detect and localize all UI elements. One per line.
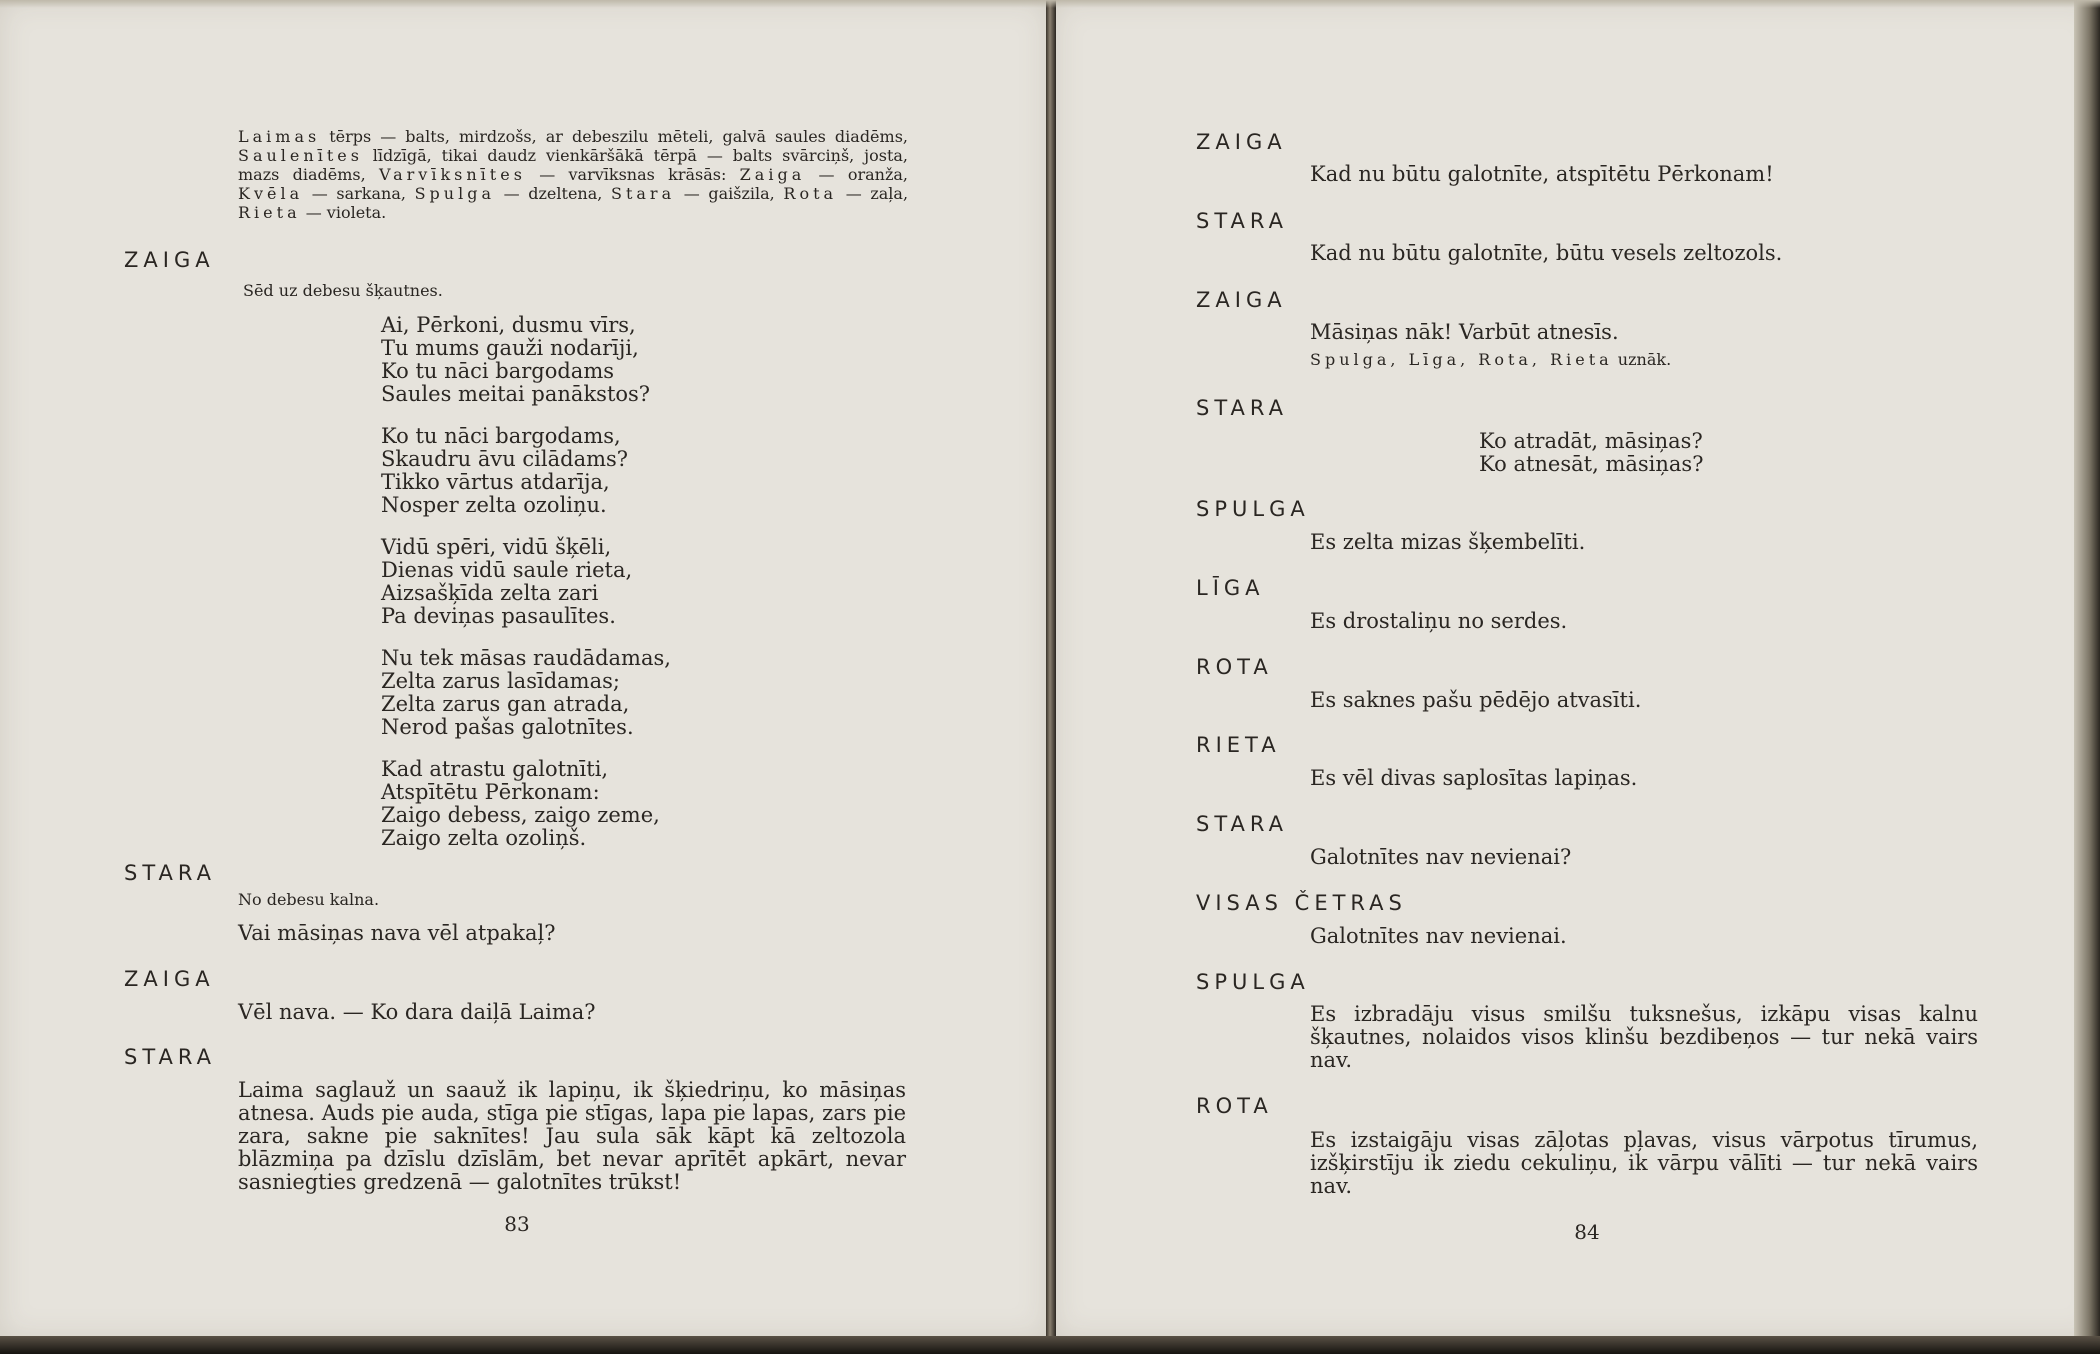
description-text: — sarkana,: [303, 184, 406, 203]
verse-line: Pa deviņas pasaulītes.: [381, 604, 616, 628]
speaker-name: STARA: [124, 1045, 216, 1069]
page-number: 84: [1574, 1220, 1600, 1244]
character-name: Stara: [610, 184, 676, 203]
description-text: tērps — balts, mirdzošs, ar debeszilu mēteli, galvā saules diadēms,: [320, 127, 908, 146]
speaker-name: SPULGA: [1196, 970, 1310, 994]
description-text: — varvīksnas krāsās:: [525, 165, 727, 184]
verse-line: Tu mums gauži nodarīji,: [381, 336, 639, 360]
verse-line: Tikko vārtus atdarīja,: [381, 470, 610, 494]
dialogue-paragraph: Es izbradāju visus smilšu tuksnešus, izkāpu visas kalnu šķautnes, nolaidos visos klinšu bezdibeņos — tur nekā vairs nav.: [1310, 1002, 1978, 1072]
speaker-name: ZAIGA: [1196, 130, 1287, 154]
stage-direction: No debesu kalna.: [238, 890, 380, 909]
verse-line: Aizsašķīda zelta zari: [381, 581, 599, 605]
top-edge: [0, 0, 2100, 8]
dialogue-line: Es drostaliņu no serdes.: [1310, 609, 1568, 633]
speaker-name: ZAIGA: [1196, 288, 1287, 312]
verse-line: Nerod pašas galotnītes.: [381, 715, 634, 739]
verse-stanza: [381, 647, 671, 739]
character-name: Rota: [783, 184, 838, 203]
speaker-name: ROTA: [1196, 655, 1273, 679]
speaker-name: LĪGA: [1196, 576, 1265, 600]
character-name: Rieta: [238, 203, 301, 222]
description-text: — dzeltena,: [495, 184, 603, 203]
dialogue-paragraph: Es izstaigāju visas zāļotas pļavas, visus vārpotus tīrumus, izšķirstīju ik ziedu cekuliņu, ik vārpu vālīti — tur nekā vairs nav.: [1310, 1128, 1978, 1198]
character-name: Varvīksnītes: [379, 165, 526, 184]
verse-stanza: [381, 758, 660, 850]
speaker-name: RIETA: [1196, 733, 1281, 757]
verse-line: Vidū spēri, vidū šķēli,: [381, 535, 612, 559]
verse-line: Zelta zarus lasīdamas;: [381, 669, 620, 693]
verse-line: Zelta zarus gan atrada,: [381, 692, 630, 716]
verse-line: Dienas vidū saule rieta,: [381, 558, 633, 582]
character-name: Zaiga: [739, 165, 806, 184]
page-edge: [2074, 0, 2100, 1354]
dialogue-line: Vai māsiņas nava vēl atpakaļ?: [238, 921, 556, 945]
verse-line: Ko tu nāci bargodams,: [381, 424, 621, 448]
description-text: — violeta.: [300, 203, 387, 222]
verse-line: Skaudru āvu cilādams?: [381, 447, 629, 471]
verse-stanza: [381, 425, 628, 517]
verse-stanza: [381, 536, 632, 628]
description-text: līdzīgā, tikai daudz vienkāršākā tērpā — balts svārciņš, josta, mazs diadēms,: [238, 146, 908, 184]
stage-text: uznāk.: [1612, 350, 1672, 369]
dialogue-line: Ko atnesāt, māsiņas?: [1479, 452, 1704, 476]
speaker-name: ZAIGA: [124, 967, 215, 991]
dialogue-line: Es saknes pašu pēdējo atvasīti.: [1310, 688, 1642, 712]
bottom-edge: [0, 1336, 2100, 1354]
verse-line: Zaigo zelta ozoliņš.: [381, 826, 587, 850]
description-text: — oranža,: [805, 165, 908, 184]
dialogue-line: Es vēl divas saplosītas lapiņas.: [1310, 766, 1638, 790]
speaker-name: STARA: [1196, 396, 1288, 420]
character-name: Saulenītes: [238, 146, 363, 165]
verse-line: Atspītētu Pērkonam:: [381, 780, 600, 804]
character-names: Spulga, Līga, Rota, Rieta: [1310, 350, 1613, 369]
speaker-name: STARA: [1196, 812, 1288, 836]
character-name: Laimas: [238, 127, 321, 146]
speaker-name: STARA: [124, 861, 216, 885]
dialogue-line: Kad nu būtu galotnīte, būtu vesels zeltozols.: [1310, 241, 1783, 265]
verse-line: Nu tek māsas raudādamas,: [381, 646, 671, 670]
verse-line: Saules meitai panākstos?: [381, 382, 651, 406]
dialogue-line: Vēl nava. — Ko dara daiļā Laima?: [238, 1000, 596, 1024]
verse-stanza: [381, 314, 650, 406]
dialogue-line: Ko atradāt, māsiņas?: [1479, 429, 1703, 453]
verse-line: Zaigo debess, zaigo zeme,: [381, 803, 660, 827]
dialogue-line: Māsiņas nāk! Varbūt atnesīs.: [1310, 320, 1619, 344]
description-text: — gaišzila,: [675, 184, 775, 203]
dialogue-line: Galotnītes nav nevienai?: [1310, 845, 1572, 869]
dialogue-line: Kad nu būtu galotnīte, atspītētu Pērkonam!: [1310, 162, 1774, 186]
description-text: — zaļa,: [837, 184, 909, 203]
page-number: 83: [504, 1212, 530, 1236]
costume-description: [238, 127, 908, 222]
speaker-name: ZAIGA: [124, 248, 215, 272]
speaker-name: VISAS ČETRAS: [1196, 891, 1407, 915]
speaker-name: SPULGA: [1196, 497, 1310, 521]
dialogue-line: Es zelta mizas šķembelīti.: [1310, 530, 1586, 554]
speaker-name: STARA: [1196, 209, 1288, 233]
dialogue-paragraph: Laima saglauž un saauž ik lapiņu, ik šķiedriņu, ko māsiņas atnesa. Auds pie auda, stīga pie stīgas, lapa pie lapas, zars pie zara, sakne pie saknītes! Jau sula sāk kāpt kā zeltozola blāzmiņa pa dzīslu dzīslām, bet nevar aprītēt apkārt, nevar sasniegties gredzenā — galotnītes trūkst!: [238, 1078, 906, 1194]
book-spine: [1046, 0, 1056, 1354]
character-name: Kvēla: [238, 184, 304, 203]
verse-line: Ko tu nāci bargodams: [381, 359, 615, 383]
dialogue-line: Galotnītes nav nevienai.: [1310, 924, 1567, 948]
stage-direction: Sēd uz debesu šķautnes.: [243, 281, 443, 300]
verse-line: Ai, Pērkoni, dusmu vīrs,: [381, 313, 636, 337]
stage-direction: [1310, 350, 1671, 370]
speaker-name: ROTA: [1196, 1094, 1273, 1118]
character-name: Spulga: [414, 184, 495, 203]
verse-line: Kad atrastu galotnīti,: [381, 757, 609, 781]
verse-line: Nosper zelta ozoliņu.: [381, 493, 607, 517]
